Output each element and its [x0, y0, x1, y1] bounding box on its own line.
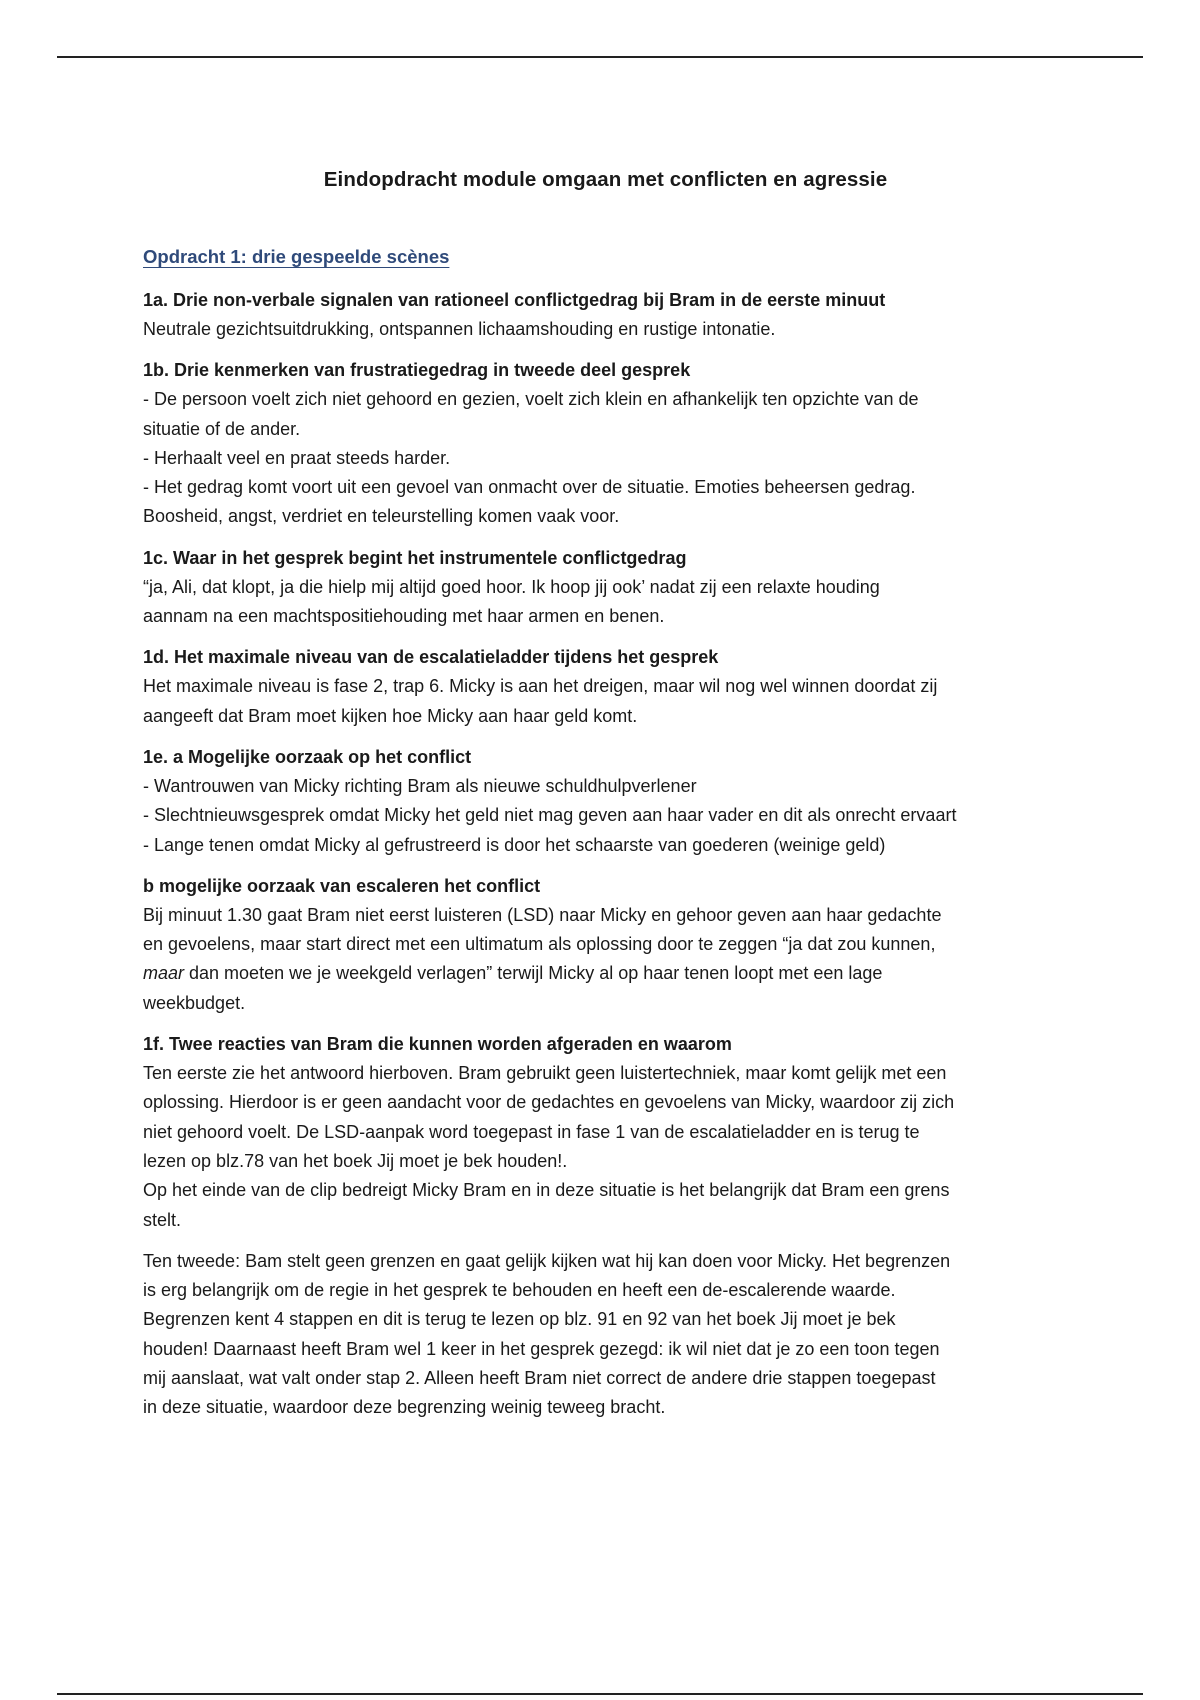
question-title: 1a. Drie non-verbale signalen van rationeel conflictgedrag bij Bram in de eerste minuut: [143, 290, 886, 310]
emphasized-word: maar: [143, 963, 185, 984]
answer-text: [143, 1059, 1068, 1423]
answer-line: - De persoon voelt zich niet gehoord en gezien, voelt zich klein en afhankelijk ten opzichte van de: [143, 389, 919, 410]
answer-line: - Wantrouwen van Micky richting Bram als nieuwe schuldhulpverlener: [143, 775, 697, 796]
answer-line: [143, 959, 1068, 988]
question-1b: [143, 356, 1068, 531]
answer-text: [143, 672, 1068, 731]
answer-line: Neutrale gezichtsuitdrukking, ontspannen lichaamshouding en rustige intonatie.: [143, 319, 776, 339]
question-1a: [143, 286, 1068, 344]
answer-line: weekbudget.: [143, 992, 246, 1013]
top-rule: [57, 56, 1143, 58]
answer-line: Op het einde van de clip bedreigt Micky Bram en in deze situatie is het belangrijk dat Bram een grens: [143, 1180, 950, 1201]
answer-line: “ja, Ali, dat klopt, ja die hielp mij altijd goed hoor. Ik hoop jij ook’ nadat zij een relaxte houding: [143, 576, 880, 597]
answer-line: oplossing. Hierdoor is er geen aandacht voor de gedachtes en gevoelens van Micky, waardoor zij zich: [143, 1092, 955, 1113]
answer-line: mij aanslaat, wat valt onder stap 2. Alleen heeft Bram niet correct de andere drie stappen toegepast: [143, 1368, 936, 1389]
section-heading: Opdracht 1: drie gespeelde scènes: [143, 246, 450, 267]
question-title: b mogelijke oorzaak van escaleren het conflict: [143, 875, 541, 896]
question-1e: [143, 743, 1068, 860]
question-title: 1b. Drie kenmerken van frustratiegedrag in tweede deel gesprek: [143, 360, 691, 381]
document-body: [143, 168, 1068, 1435]
answer-line: niet gehoord voelt. De LSD-aanpak word toegepast in fase 1 van de escalatieladder en is terug te: [143, 1121, 920, 1142]
answer-line: Ten eerste zie het antwoord hierboven. Bram gebruikt geen luistertechniek, maar komt gelijk met een: [143, 1063, 947, 1084]
answer-line: stelt.: [143, 1209, 182, 1230]
question-title: 1c. Waar in het gesprek begint het instrumentele conflictgedrag: [143, 547, 687, 568]
question-1f: [143, 1030, 1068, 1423]
answer-line: - Lange tenen omdat Micky al gefrustreerd is door het schaarste van goederen (weinige geld): [143, 834, 886, 855]
answer-text: [143, 772, 1068, 860]
question-1e-b: [143, 872, 1068, 1018]
question-1c: [143, 544, 1068, 632]
answer-line: aangeeft dat Bram moet kijken hoe Micky aan haar geld komt.: [143, 705, 638, 726]
question-title: 1e. a Mogelijke oorzaak op het conflict: [143, 746, 472, 767]
question-1d: [143, 643, 1068, 731]
answer-line: lezen op blz.78 van het boek Jij moet je bek houden!.: [143, 1150, 568, 1171]
answer-line: - Het gedrag komt voort uit een gevoel van onmacht over de situatie. Emoties beheersen gedrag.: [143, 477, 916, 498]
answer-line-rest: dan moeten we je weekgeld verlagen” terwijl Micky al op haar tenen loopt met een lage: [184, 963, 883, 984]
answer-line: Ten tweede: Bam stelt geen grenzen en gaat gelijk kijken wat hij kan doen voor Micky. Het begrenzen: [143, 1250, 951, 1271]
answer-line: is erg belangrijk om de regie in het gesprek te behouden en heeft een de-escalerende waarde.: [143, 1280, 896, 1301]
answer-text: [143, 901, 1068, 1018]
answer-line: - Herhaalt veel en praat steeds harder.: [143, 447, 451, 468]
document-title: Eindopdracht module omgaan met conflicten en agressie: [323, 168, 888, 191]
answer-line: Het maximale niveau is fase 2, trap 6. Micky is aan het dreigen, maar wil nog wel winnen doordat zij: [143, 676, 938, 697]
answer-text: [143, 315, 1068, 344]
answer-line: Boosheid, angst, verdriet en teleurstelling komen vaak voor.: [143, 506, 620, 527]
answer-text: [143, 385, 1068, 531]
answer-line: houden! Daarnaast heeft Bram wel 1 keer in het gesprek gezegd: ik wil niet dat je zo een toon tegen: [143, 1338, 940, 1359]
answer-line: Bij minuut 1.30 gaat Bram niet eerst luisteren (LSD) naar Micky en gehoor geven aan haar gedachte: [143, 904, 942, 925]
answer-line: situatie of de ander.: [143, 418, 301, 439]
question-title: 1f. Twee reacties van Bram die kunnen worden afgeraden en waarom: [143, 1034, 732, 1055]
question-title: 1d. Het maximale niveau van de escalatieladder tijdens het gesprek: [143, 647, 719, 668]
answer-line: en gevoelens, maar start direct met een ultimatum als oplossing door te zeggen “ja dat zou kunnen,: [143, 934, 936, 955]
answer-line: - Slechtnieuwsgesprek omdat Micky het geld niet mag geven aan haar vader en dit als onrecht ervaart: [143, 805, 957, 826]
bottom-rule: [57, 1693, 1143, 1695]
answer-text: [143, 573, 1068, 632]
answer-line: aannam na een machtspositiehouding met haar armen en benen.: [143, 606, 665, 627]
answer-line: Begrenzen kent 4 stappen en dit is terug te lezen op blz. 91 en 92 van het boek Jij moet je bek: [143, 1309, 896, 1330]
answer-line: in deze situatie, waardoor deze begrenzing weinig teweeg bracht.: [143, 1397, 666, 1418]
